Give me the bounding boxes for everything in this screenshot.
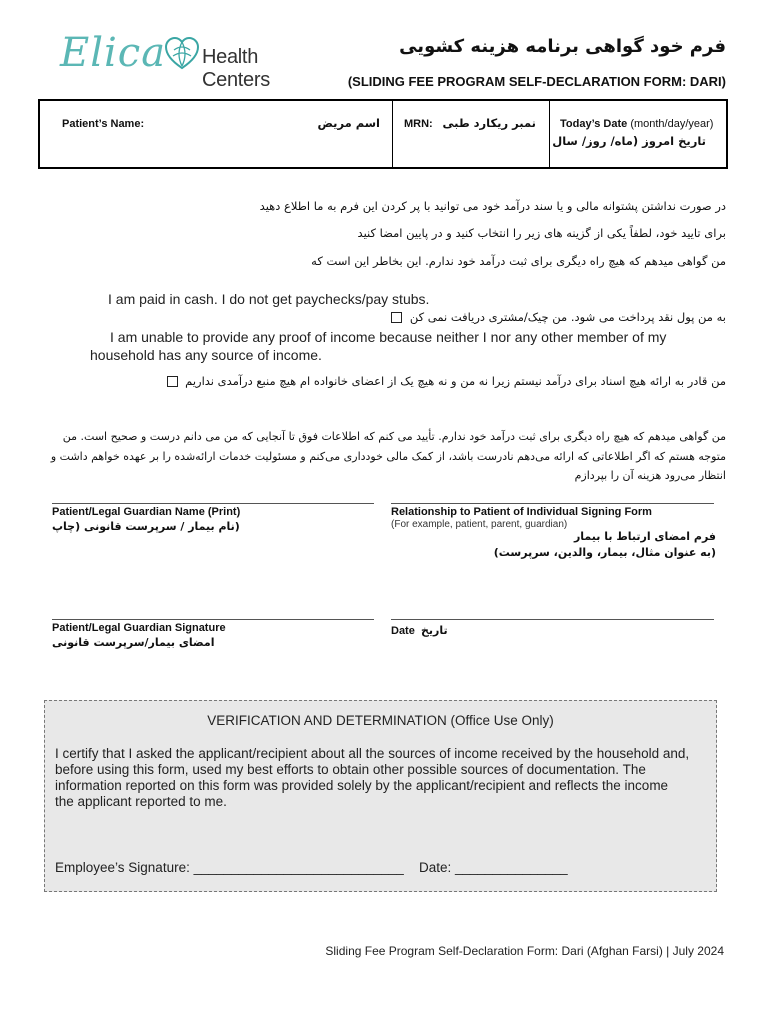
option-cash-text-fa: به من پول نقد پرداخت می شود. من چیک/مشتری دریافت نمی کن [409, 310, 726, 324]
name-print-label: Patient/Legal Guardian Name (Print) [52, 506, 241, 518]
relationship-line[interactable] [391, 503, 714, 504]
verification-title: VERIFICATION AND DETERMINATION (Office Use Only) [207, 713, 554, 728]
todays-date-label-fa: تاریخ امروز (ماه/ روز/ سال [552, 134, 706, 148]
option-no-income-row-fa [163, 372, 726, 390]
verification-line-4: the applicant reported to me. [55, 794, 227, 809]
form-title-dari: فرم خود گواهی برنامه هزینه کشویی [399, 36, 726, 57]
verification-line-3: information reported on this form was provided solely by the applicant/recipient and reflects the income [55, 778, 669, 793]
signature-line[interactable] [52, 619, 374, 620]
name-print-line[interactable] [52, 503, 374, 504]
form-title-english: (SLIDING FEE PROGRAM SELF-DECLARATION FORM: DARI) [347, 74, 726, 89]
todays-date-field[interactable] [560, 151, 720, 165]
mrn-field[interactable] [440, 135, 540, 163]
date-label: Date تاریخ [391, 624, 448, 637]
intro-line-3: من گواهی میدهم که هیچ راه دیگری برای ثبت درآمد خود ندارم. این بخاطر این است که [311, 254, 726, 268]
logo-brand-text: Health Centers [202, 46, 270, 91]
option-no-income-checkbox[interactable] [167, 376, 178, 387]
verification-line-1: I certify that I asked the applicant/recipient about all the sources of income received by the household and, [55, 746, 690, 761]
employee-date-field[interactable]: Date: _______________ [419, 860, 568, 875]
name-print-label-fa: (نام بیمار / سرپرست قانونی (چاپ [52, 520, 240, 533]
certify-line-2: متوجه هستم که اگر اطلاعاتی که ارائه می‌دهم نادرست باشد، از کمک مالی خودداری می‌کنم و مسئولیت خدمات ارائه‌شده را بر عهده خواهم داشت و [50, 450, 726, 463]
verification-line-2: before using this form, used my best efforts to obtain other possible sources of documentation. The [55, 762, 646, 777]
todays-date-label: Today’s Date (month/day/year) [560, 118, 714, 130]
patient-name-field[interactable] [150, 109, 310, 161]
heart-globe-icon [164, 36, 200, 72]
intro-line-2: برای تایید خود، لطفاً یکی از گزینه های زیر را انتخاب کنید و در پایین امضا کنید [357, 226, 726, 240]
signature-label: Patient/Legal Guardian Signature [52, 622, 226, 634]
signature-label-fa: امضای بیمار/سرپرست قانونی [52, 636, 215, 649]
option-no-income-text-en-2: household has any source of income. [90, 347, 322, 363]
relationship-label-fa-1: فرم امضای ارتباط با بیمار [573, 530, 716, 543]
certify-line-1: من گواهی میدهم که هیچ راه دیگری برای ثبت درآمد خود ندارم. تأیید می کنم که اطلاعات فوق تا آنجایی که من می دانم درست و صحیح است. من [62, 430, 726, 443]
patient-name-label: Patient’s Name: [62, 118, 145, 130]
info-divider [392, 101, 393, 167]
option-cash-checkbox[interactable] [391, 312, 402, 323]
info-divider [549, 101, 550, 167]
verification-box [44, 700, 717, 892]
intro-line-1: در صورت نداشتن پشتوانه مالی و یا سند درآمد خود می توانید با پر کردن این فرم به ما اطلاع دهید [259, 199, 726, 213]
relationship-label: Relationship to Patient of Individual Signing Form [391, 506, 652, 518]
option-no-income-text-en-1: I am unable to provide any proof of income because neither I nor any other member of my [110, 329, 667, 345]
mrn-label-fa: نمبر ریکارد طبی [442, 116, 536, 130]
patient-info-box [38, 99, 728, 169]
option-no-income-text-fa: من قادر به ارائه هیچ اسناد برای درآمد نیستم زیرا نه من و نه هیچ یک از اعضای خانواده ام هیچ منبع درآمدی نداریم [185, 374, 726, 388]
logo-script-text: Elica [60, 30, 167, 76]
date-line[interactable] [391, 619, 714, 620]
certify-line-3: انتظار می‌رود هزینه آن را بپردازم [574, 469, 726, 482]
footer-text: Sliding Fee Program Self-Declaration Form: Dari (Afghan Farsi) | July 2024 [325, 944, 724, 958]
option-cash-text-en: I am paid in cash. I do not get paychecks/pay stubs. [108, 291, 430, 307]
mrn-label: MRN: [404, 118, 433, 130]
elica-logo [60, 30, 310, 91]
patient-name-label-fa: اسم مریض [317, 116, 380, 130]
relationship-hint: (For example, patient, parent, guardian) [391, 519, 568, 530]
relationship-label-fa-2: (به عنوان مثال، بیمار، والدین، سرپرست) [493, 546, 716, 559]
option-cash-row-fa [387, 308, 726, 326]
employee-signature-field[interactable]: Employee’s Signature: ____________________________ [55, 860, 404, 875]
